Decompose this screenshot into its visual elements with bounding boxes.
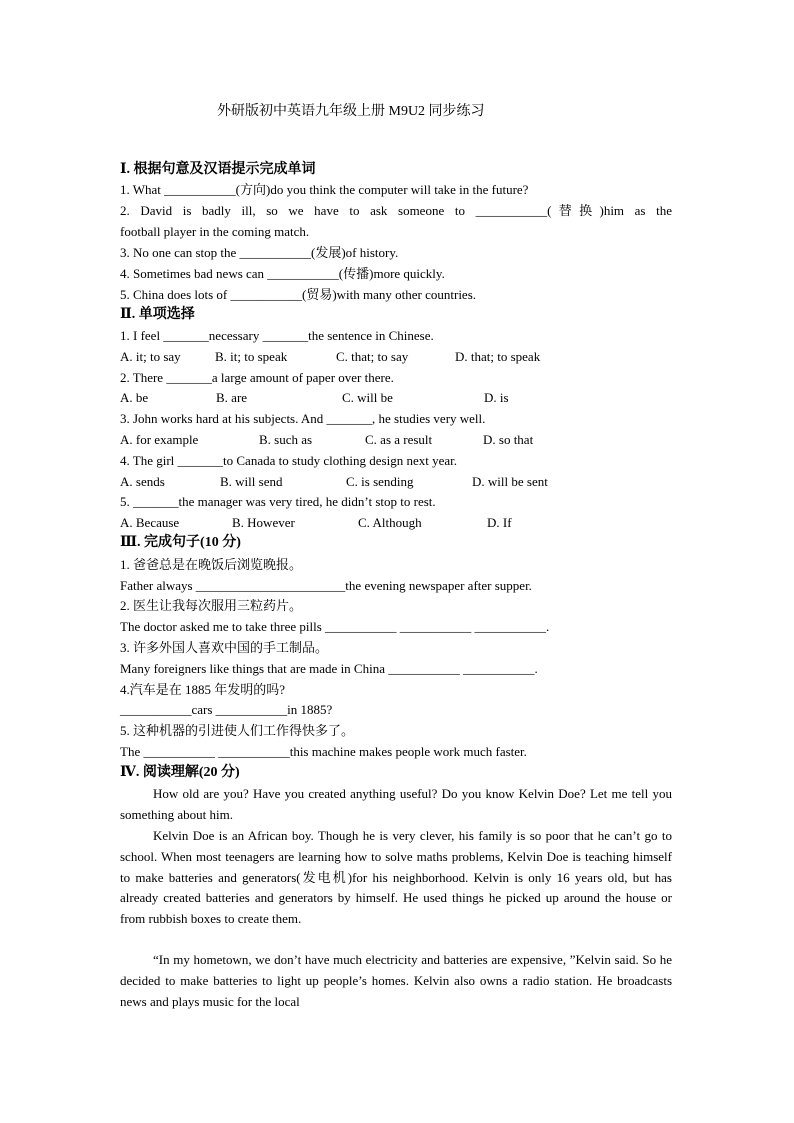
s3-question-3-english: Many foreigners like things that are made in China ___________ ___________. [120,661,538,676]
s3-question-2-english: The doctor asked me to take three pills ___________ ___________ ___________. [120,619,550,634]
option-a: A. it; to say [120,349,181,364]
reading-paragraph-2-text: Kelvin Doe is an African boy. Though he is very clever, his family is so poor that he can’t go to school. When most teenagers are learning how to solve maths problems, Kelvin Doe is teaching himself to make batteries and generators(发电机)for his neighborhood. Kelvin is only 16 years old, but has already created batteries and generators by himself. He used things he picked up around the house or from rubbish boxes to create them. [120,828,672,927]
option-a: A. Because [120,515,180,530]
section-4-heading: Ⅳ. 阅读理解(20 分) [120,765,240,780]
reading-paragraph-3 [120,950,672,1012]
section-2-heading: Ⅱ. 单项选择 [120,307,195,322]
option-a: A. be [120,390,149,405]
s1-question-1: 1. What ___________(方向)do you think the computer will take in the future? [120,182,529,197]
option-a: A. sends [120,474,165,489]
s2-question-4: 4. The girl _______to Canada to study clothing design next year. [120,453,457,468]
s3-question-5-chinese: 5. 这种机器的引进使人们工作得快多了。 [120,723,355,738]
s3-question-1-chinese: 1. 爸爸总是在晚饭后浏览晚报。 [120,557,303,572]
option-b: B. are [216,390,248,405]
s3-question-5-english: The ___________ ___________this machine makes people work much faster. [120,744,527,759]
s1-question-2-line-2: football player in the coming match. [120,224,310,239]
s1-question-3: 3. No one can stop the ___________(发展)of history. [120,245,399,260]
option-c: C. as a result [365,432,433,447]
option-c: C. is sending [346,474,414,489]
s3-question-4-chinese: 4.汽车是在 1885 年发明的吗? [120,682,286,697]
s2-question-5-options [120,515,680,531]
s1-question-5: 5. China does lots of ___________(贸易)with many other countries. [120,287,477,302]
option-d: D. that; to speak [455,349,541,364]
s3-question-4-english: ___________cars ___________in 1885? [120,702,333,717]
reading-paragraph-1-text: How old are you? Have you created anything useful? Do you know Kelvin Doe? Let me tell you something about him. [120,786,672,822]
option-b: B. will send [220,474,283,489]
option-c: C. that; to say [336,349,409,364]
reading-paragraph-3-text: “In my hometown, we don’t have much electricity and batteries are expensive, ”Kelvin said. So he decided to make batteries to light up people’s homes. Kelvin also owns a radio station. He broadcasts news and plays music for the local [120,952,672,1009]
s1-question-4: 4. Sometimes bad news can ___________(传播)more quickly. [120,266,445,281]
section-3-heading: Ⅲ. 完成句子(10 分) [120,535,241,550]
s2-question-3: 3. John works hard at his subjects. And _______, he studies very well. [120,411,486,426]
option-b: B. it; to speak [215,349,288,364]
s2-question-5: 5. _______the manager was very tired, he didn’t stop to rest. [120,494,436,509]
s3-question-3-chinese: 3. 许多外国人喜欢中国的手工制品。 [120,640,329,655]
s1-question-2-line-1: 2. David is badly ill, so we have to ask someone to ___________(替换)him as the [120,203,672,218]
reading-paragraph-2 [120,826,672,930]
option-b: B. However [232,515,295,530]
s3-question-1-english: Father always _______________________the evening newspaper after supper. [120,578,532,593]
option-c: C. will be [342,390,393,405]
s2-question-1-options [120,349,680,365]
option-d: D. is [484,390,509,405]
option-b: B. such as [259,432,313,447]
option-d: D. so that [483,432,534,447]
s2-question-1: 1. I feel _______necessary _______the sentence in Chinese. [120,328,434,343]
s2-question-3-options [120,432,680,448]
option-d: D. If [487,515,512,530]
option-d: D. will be sent [472,474,548,489]
option-c: C. Although [358,515,422,530]
reading-paragraph-1 [120,784,672,826]
s2-question-4-options [120,474,680,490]
section-1-heading: Ⅰ. 根据句意及汉语提示完成单词 [120,162,316,177]
s3-question-2-chinese: 2. 医生让我每次服用三粒药片。 [120,598,303,613]
s2-question-2-options [120,390,680,406]
s2-question-2: 2. There _______a large amount of paper over there. [120,370,394,385]
document-title: 外研版初中英语九年级上册 M9U2 同步练习 [217,104,485,119]
option-a: A. for example [120,432,199,447]
